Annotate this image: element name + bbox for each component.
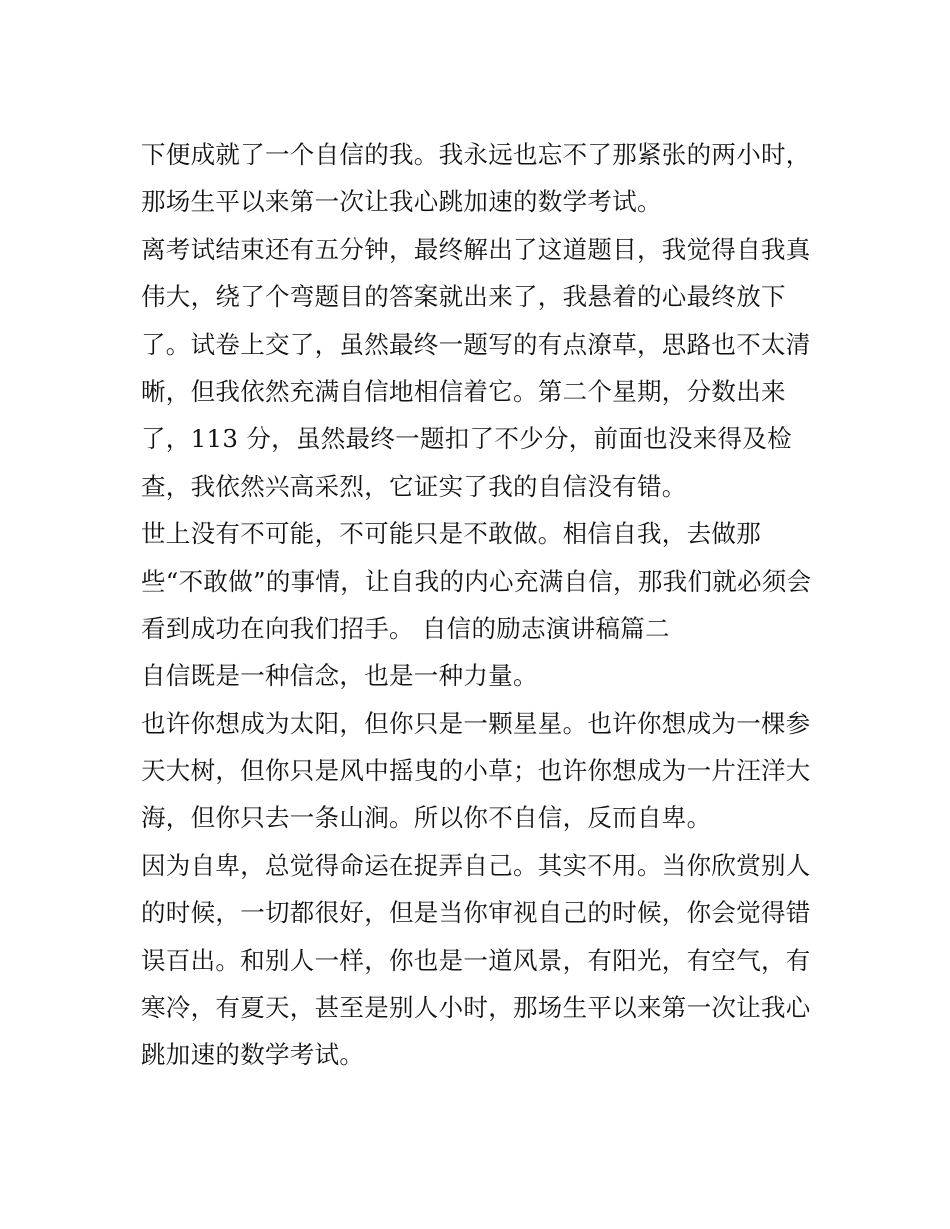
text-line: 的时候，一切都很好，但是当你审视自己的时候，你会觉得错 xyxy=(141,898,811,928)
text-line: 下便成就了一个自信的我。我永远也忘不了那紧张的两小时， xyxy=(141,140,811,169)
text-line: 天大树，但你只是风中摇曳的小草；也许你想成为一片汪洋大 xyxy=(141,756,811,786)
document-body xyxy=(141,131,831,1079)
text-line: 因为自卑，总觉得命运在捉弄自己。其实不用。当你欣赏别人 xyxy=(141,850,811,880)
text-line: 自信既是一种信念，也是一种力量。 xyxy=(141,661,538,691)
text-line: 些“不敢做”的事情，让自我的内心充满自信，那我们就必须会 xyxy=(141,566,812,596)
text-line: 误百出。和别人一样，你也是一道风景，有阳光，有空气，有 xyxy=(141,945,811,975)
text-line: 寒冷，有夏天，甚至是别人小时，那场生平以来第一次让我心 xyxy=(141,993,811,1023)
text-line: 海，但你只去一条山涧。所以你不自信，反而自卑。 xyxy=(141,803,712,833)
text-line: 了。试卷上交了，虽然最终一题写的有点潦草，思路也不太清 xyxy=(141,329,811,359)
text-line: 了，113 分，虽然最终一题扣了不少分，前面也没来得及检 xyxy=(141,424,792,454)
text-line: 晰，但我依然充满自信地相信着它。第二个星期，分数出来 xyxy=(141,376,786,406)
text-line: 伟大，绕了个弯题目的答案就出来了，我悬着的心最终放下 xyxy=(141,282,786,312)
text-line: 查，我依然兴高采烈，它证实了我的自信没有错。 xyxy=(141,471,687,501)
text-line: 也许你想成为太阳，但你只是一颗星星。也许你想成为一棵参 xyxy=(141,708,811,738)
text-line: 看到成功在向我们招手。 自信的励志演讲稿篇二 xyxy=(141,613,670,643)
text-line: 离考试结束还有五分钟，最终解出了这道题目，我觉得自我真 xyxy=(141,234,811,264)
text-line: 世上没有不可能，不可能只是不敢做。相信自我，去做那 xyxy=(141,519,761,549)
text-line: 跳加速的数学考试。 xyxy=(141,1040,365,1070)
text-line: 那场生平以来第一次让我心跳加速的数学考试。 xyxy=(141,187,662,217)
